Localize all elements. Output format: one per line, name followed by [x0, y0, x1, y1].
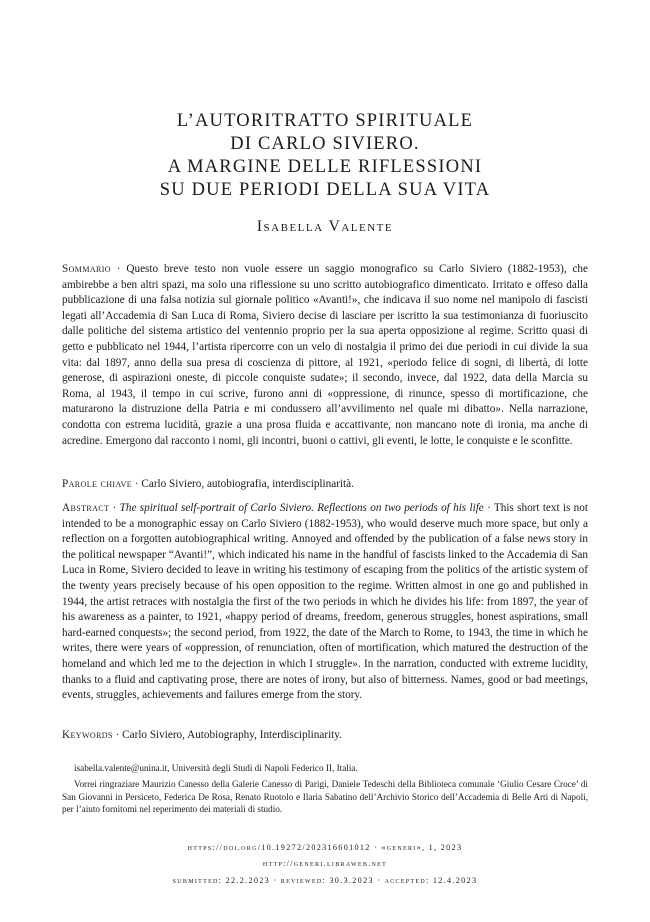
- abstract-separator: ·: [109, 502, 120, 514]
- keywords-text: Carlo Siviero, Autobiography, Interdisciplinarity.: [122, 729, 342, 741]
- affiliation-note: isabella.valente@unina.it, Università degli Studi di Napoli Federico II, Italia.: [74, 763, 358, 773]
- title-line-3: A MARGINE DELLE RIFLESSIONI: [167, 157, 483, 177]
- footer-url: http://generi.libraweb.net: [262, 859, 388, 868]
- sommario-label: Sommario: [62, 263, 111, 275]
- title-line-2: DI CARLO SIVIERO.: [230, 134, 420, 154]
- abstract-separator-2: ·: [483, 502, 494, 514]
- parole-chiave-label: Parole chiave: [62, 478, 133, 490]
- sommario-paragraph: [62, 262, 588, 449]
- sommario-text: Questo breve testo non vuole essere un saggio monografico su Carlo Siviero (1882-1953), che ambirebbe a ben altri spazi, ma solo una riflessione su uno scritto autobiografico dimenticato. Irritato e offeso dalla pubblicazione di una falsa notizia sul giornale politico «Avanti!», che indicava il suo nome nel manipolo di fascisti legati all’Accademia di San Luca di Roma, Siviero decise di lasciare per iscritto la sua testimonianza di fuoriuscito dalle politiche del sistema artistico del ventennio proprio per la sua aperta opposizione al regime. Scritto quasi di getto e pubblicato nel 1944, l’artista ripercorre con un velo di nostalgia il primo dei due periodi in cui divide la sua vita: dal 1897, anno della sua presa di coscienza di pittore, al 1921, «periodo felice di sogni, di libertà, di lotte generose, di aspirazioni oneste, di piccole conquiste sudate»; il secondo, invece, dal 1922, data della Marcia su Roma, al 1943, il tempo in cui scrive, furono anni di «oppressione, di rinunce, spesso di mortificazione, che maturarono la distruzione della Patria e mi condussero all’avvilimento nel quale mi dibatto». Nella narrazione, condotta con estrema lucidità, grazie a una prosa fluida e accattivante, non mancano note di ironia, ma anche di acredine. Emergono dal racconto i nomi, gli incontri, buoni o cattivi, gli eventi, le lotte, le conquiste e le sconfitte.: [62, 263, 588, 447]
- title-line-1: L’AUTORITRATTO SPIRITUALE: [176, 111, 474, 131]
- sommario-separator: ·: [110, 263, 127, 275]
- footer-dates: submitted: 22.2.2023 · reviewed: 30.3.2023 · accepted: 12.4.2023: [172, 876, 478, 885]
- abstract-label: Abstract: [62, 502, 110, 514]
- keywords-separator: ·: [112, 729, 123, 741]
- abstract-paragraph: [62, 501, 588, 704]
- abstract-text: This short text is not intended to be a monographic essay on Carlo Siviero (1882-1953), who would deserve much more space, but only a reflection on a forgotten autobiographical writing. Annoyed and offended by the publication of a false news story in the political newspaper “Avanti!”, which indicated his name in the handful of fascists linked to the Accademia di San Luca in Rome, Siviero decided to leave in writing his testimony of escaping from the politics of the artistic system of the twenty years precisely because of his open opposition to the regime. Written almost in one go and published in 1944, the artist retraces with nostalgia the first of the two periods in which he divides his life: from 1897, the year of his awareness as a painter, to 1921, «happy period of dreams, freedom, generous struggles, honest aspirations, small hard-earned conquests»; the second period, from 1922, the date of the March to Rome, to 1943, the time in which he writes, there were years of «oppression, of renunciation, often of mortification, which matured the destruction of the homeland and which led me to the dejection in which I struggle». In the narration, conducted with extreme lucidity, thanks to a fluid and captivating prose, there are notes of irony, but also of bitterness. Names, good or bad meetings, events, struggles, achievements and failures emerge from the story.: [62, 502, 588, 702]
- keywords-paragraph: [62, 728, 588, 744]
- footer-doi: https://doi.org/10.19272/202316601012 · «generi», 1, 2023: [187, 843, 463, 852]
- parole-chiave-text: Carlo Siviero, autobiografia, interdisciplinarità.: [141, 478, 354, 490]
- author-name: Isabella Valente: [256, 218, 394, 235]
- keywords-label: Keywords: [62, 729, 113, 741]
- title-line-4: SU DUE PERIODI DELLA SUA VITA: [159, 180, 491, 200]
- abstract-english-title: The spiritual self-portrait of Carlo Siviero. Reflections on two periods of his life: [119, 502, 484, 514]
- parole-chiave-separator: ·: [132, 478, 142, 490]
- acknowledgements-note: Vorrei ringraziare Maurizio Canesso della Galerie Canesso di Parigi, Daniele Tedeschi della Biblioteca comunale ‘Giulio Cesare Croce’ di San Giovanni in Persiceto, Federica De Rosa, Renato Ruotolo e Ilaria Sabatino dell’Archivio Storico dell’Accademia di Belle Arti di Napoli, per l’aiuto fornitomi nel reperimento dei materiali di studio.: [62, 779, 588, 814]
- parole-chiave-paragraph: [62, 477, 588, 493]
- article-title: [0, 110, 650, 202]
